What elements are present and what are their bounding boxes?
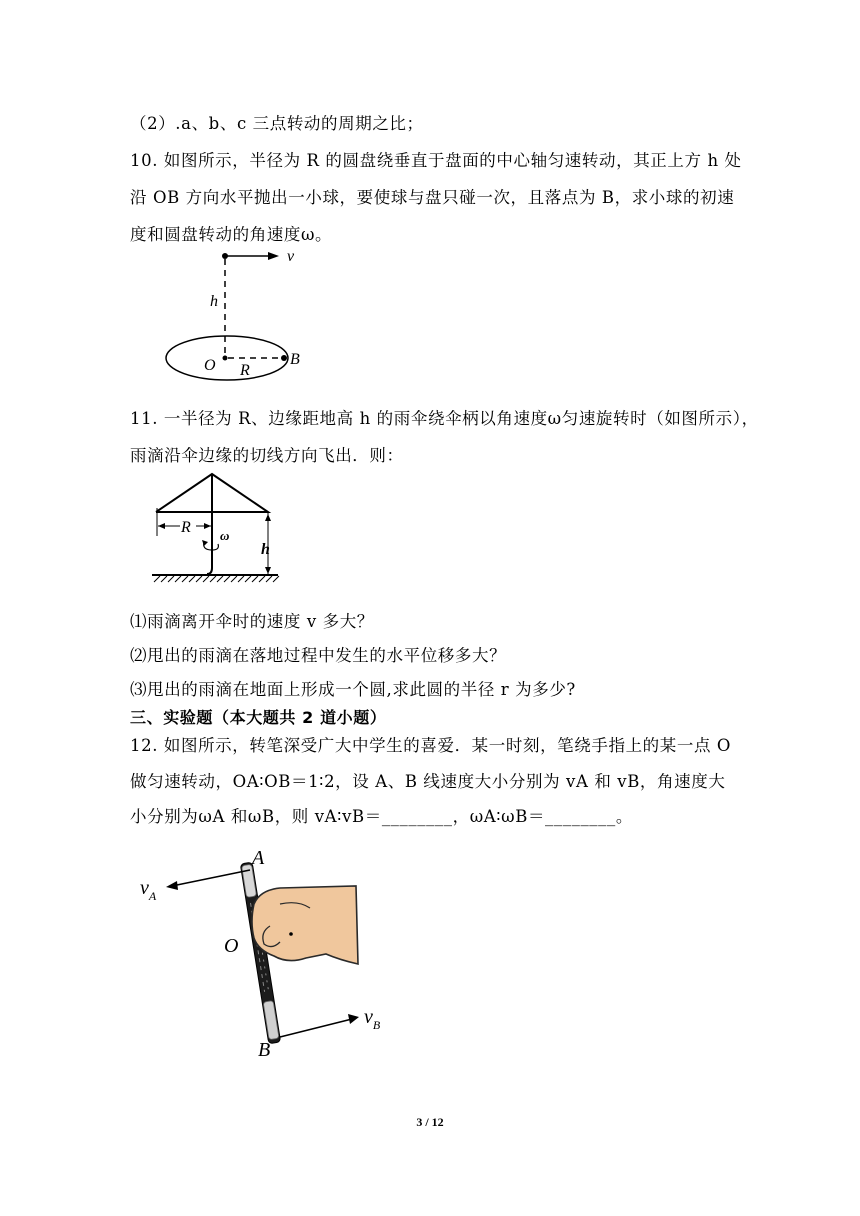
center-dot [223, 356, 228, 361]
q12-line1: 12. 如图所示，转笔深受广大中学生的喜爱．某一时刻，笔绕手指上的某一点 O [130, 736, 732, 755]
q11-sub2: ⑵甩出的雨滴在落地过程中发生的水平位移多大？ [130, 646, 507, 665]
point-b-label: B [258, 1039, 271, 1061]
q11-sub3: ⑶甩出的雨滴在地面上形成一个圆,求此圆的半径 r 为多少? [130, 680, 576, 699]
page-number: 3 / 12 [416, 1115, 444, 1129]
radius-label: R [240, 362, 250, 379]
velocity-a-label: $v_A$ [140, 877, 157, 903]
q10-line2: 沿 OB 方向水平抛出一小球，要使球与盘只碰一次，且落点为 B，求小球的初速 [130, 188, 735, 207]
point-a-label: A [252, 847, 265, 869]
point-o-label: O [224, 935, 239, 957]
q10-line1: 10. 如图所示，半径为 R 的圆盘绕垂直于盘面的中心轴匀速转动，其正上方 h 处 [130, 151, 742, 170]
q11-line2: 雨滴沿伞边缘的切线方向飞出．则： [130, 446, 404, 465]
q10-disc-figure [160, 242, 320, 382]
q11-line1: 11. 一半径为 R、边缘距地高 h 的雨伞绕伞柄以角速度ω匀速旋转时（如图所示）， [130, 409, 759, 428]
height-label: h [210, 293, 218, 310]
q11-umbrella-figure [150, 470, 290, 590]
q12-line3: 小分别为ωA 和ωB，则 vA∶vB＝________，ωA∶ωB＝________。 [130, 807, 633, 826]
q11-sub1: ⑴雨滴离开伞时的速度 v 多大？ [130, 612, 374, 631]
center-label: O [204, 357, 216, 374]
radius-label: R [181, 519, 191, 536]
point-b-label: B [290, 351, 300, 368]
point-b-dot [281, 355, 287, 361]
q10-line3: 度和圆盘转动的角速度ω。 [130, 225, 333, 244]
omega-label: ω [220, 528, 230, 543]
velocity-b-label: $v_B$ [364, 1006, 381, 1032]
height-label: h [261, 541, 270, 558]
q9-part2-text: （2）.a、b、c 三点转动的周期之比； [130, 114, 424, 133]
q12-line2: 做匀速转动，OA∶OB＝1∶2，设 A、B 线速度大小分别为 vA 和 vB，角速度大 [130, 772, 726, 791]
section-3-heading: 三、实验题（本大题共 2 道小题） [130, 708, 387, 727]
q12-pen-figure [130, 842, 390, 1072]
hand [252, 886, 358, 964]
velocity-label: v [287, 248, 295, 265]
